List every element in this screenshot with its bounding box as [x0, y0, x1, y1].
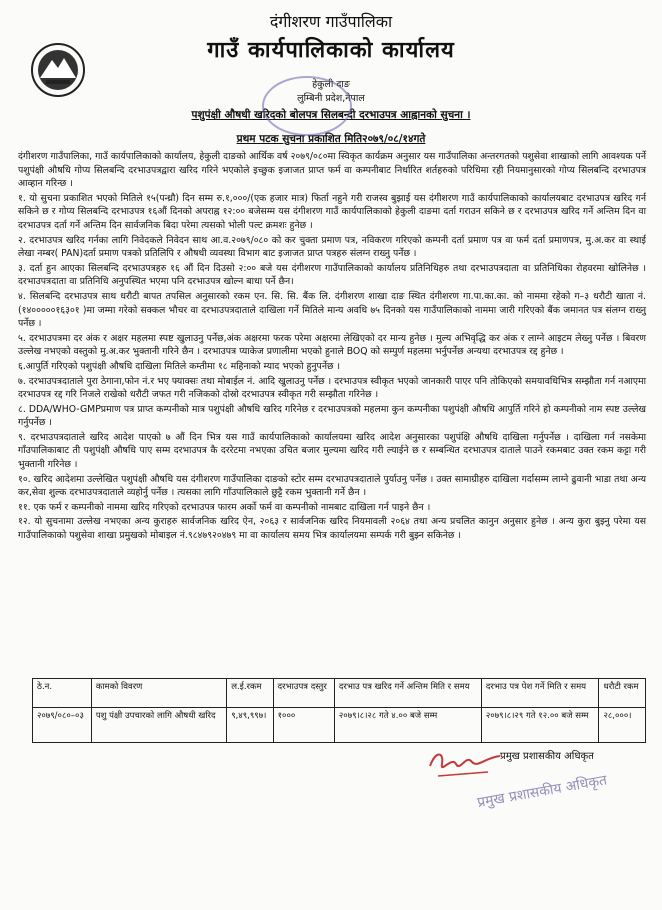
- notice-title: पशुपंक्षी औषधी खरिदको बोलपत्र सिलबन्दी दरभाउपत्र आह्वानको सुचना ।: [191, 109, 471, 121]
- paragraph: ५. दरभाउपत्रमा दर अंक र अक्षर महलमा स्पष्ट खुलाउनु पर्नेछ,अंक अक्षरमा फरक परेमा अक्षरमा लेखिएको दर मान्य हुनेछ । मुल्य अभिवृद्धि कर अंक र लाग्ने आइटम लेख्नु पर्नेछ । बिवरण उल्लेख नभएको वस्तुको मु.अ.कर भुक्तानी गरिने छैन । दरभाउपत्र प्याकेज प्रणालीमा भएको हुनाले BOQ को सम्पुर्ण महलमा भर्नुपर्नेछ अन्यथा दरभाउपत्र रद्द हुनेछ ।: [18, 332, 646, 358]
- office-stamp: [262, 76, 352, 136]
- column-header: दरभाउ पत्र खरिद गर्ने अन्तिम मिति र समय: [334, 679, 481, 708]
- paragraph: ८. DDA/WHO-GMPप्रमाण पत्र प्राप्त कम्पनीको मात्र पशुपंक्षी औषधि खरिद गरिनेछ र दरभाउपत्रको महलमा कुन कम्पनीका पशुपंक्षी औषधि आपुर्ति गरिने हो कम्पनीको नाम स्पष्ट उल्लेख गर्नुपर्नेछ ।: [18, 403, 646, 429]
- province: लुम्बिनी प्रदेश,नेपाल: [297, 93, 365, 104]
- column-header: दरभाउ पत्र पेश गर्ने मिति र समय: [481, 679, 599, 708]
- column-header: दरभाउपत्र दस्तुर: [273, 679, 334, 708]
- paragraph: दंगीशरण गाउँपालिका, गाउँ कार्यपालिकाको कार्यालय, हेकुली दाङको आर्थिक वर्ष २०७९/०८०मा स्विकृत कार्यक्रम अनुसार यस गाउँपालिका अन्तरगतको पशुसेवा शाखाको लागि आवश्यक पर्ने पशुपंक्षी औषधि गोप्य सिलबन्दि दरभाउपत्रद्वारा खरिद गरिने भएकोले इच्छुक इजाजत प्राप्त फर्म वा कम्पनीबाट निर्धारित शर्तहरुको परिधिमा रही नियमानुसारको गोप्य सिलबन्दि दरभाउपत्र आव्हान गरिन्छ ।: [18, 151, 646, 190]
- table-cell: ९,४९,९९७।: [227, 708, 273, 743]
- office-title: गाउँ कार्यपालिकाको कार्यालय: [207, 38, 455, 63]
- table-cell: पशु पंक्षी उपचारको लागि औषधी खरिद: [91, 708, 226, 743]
- table-cell: २८,०००।: [599, 708, 646, 743]
- column-header: ल.ई.रकम: [227, 679, 273, 708]
- table-cell: १०००: [273, 708, 334, 743]
- office-location: हेकुली दाङ: [312, 79, 350, 90]
- table-cell: २०७९/०८०–०३: [33, 708, 92, 743]
- paragraph: ७. दरभाउपत्रदाताले पुरा ठेगाना,फोन नं.र भए फ्याक्सः तथा मोबाईल नं. आदि खुलाउनु पर्नेछ । दरभाउपत्र स्वीकृत भएको जानकारी पाएर पनि तोकिएको समयावधिभित्र सम्झौता गर्न नआएमा दरभाउपत्र रद्द गरि निजले राखेको धरौटी जफत गरी नजिकको दोस्रो दरभाउपत्र स्वीकृत गरी सम्झौता गरिनेछ ।: [18, 375, 646, 401]
- paragraph: १. यो सुचना प्रकाशित भएको मितिले १५(पन्ध्रौ) दिन सम्म रु.१,०००/(एक हजार मात्र) फिर्ता नहुने गरी राजस्व बुझाई यस दंगीशरण गाउँ कार्यपालिकाको कार्यालयबाट दरभाउपत्र खरिद गर्न सकिने छ र गोप्य सिलबन्दि दरभाउपत्र १६औं दिनको अपराह्न १२:०० बजेसम्म यस दंगीशरण गाउँ कार्यपालिकाको हेकुली दाङमा दर्ता गराउन सकिने छ र दरभाउपत्र खरिद गर्ने अन्तिम दिन वा दरभाउपत्र दर्ता गर्ने अन्तिम दिन सार्वजनिक बिदा परेमा त्यसको भोली पल्ट क्रमशः हुनेछ ।: [18, 192, 646, 231]
- paragraph: २. दरभाउपत्र खरिद गर्नका लागि निवेदकले निवेदन साथ आ.व.२०७९/०८० को कर चुक्ता प्रमाण पत्र, नविकरण गरिएको कम्पनी दर्ता प्रमाण पत्र वा फर्म दर्ता प्रमाणपत्र, मु.अ.कर वा स्थाई लेखा नम्बर( PAN)दर्ता प्रमाण पत्रको प्रतिलिपि र औषधी व्यवस्था विभाग बाट इजाजत प्राप्त पत्रहरु संलग्न राख्नु पर्नेछ ।: [18, 234, 646, 260]
- paragraph: ६.आपुर्ति गरिएको पशुपंक्षी औषधि दाखिला मितिले कम्तीमा १८ महिनाको म्याद भएको हुनुपर्नेछ ।: [18, 360, 340, 372]
- paragraph: ९. दरभाउपत्रदाताले खरिद आदेश पाएको ७ औं दिन भित्र यस गाउँ कार्यपालिकाको कार्यालयमा खरिद आदेश अनुसारका पशुपंक्षि औषधि दाखिला गर्नुपर्नेछ । दाखिला गर्न नसकेमा गाँउपालिकाबाट ती पशुपंक्षी औषधि पाए सम्म दरभाउपत्र कै दररेटमा नभएका उचित बजार मुल्यमा खरिद गरी ल्याईने छ र सम्बन्धित दरभाउपत्र दाताले पाउने रकमबाट उक्त रकम कट्टा गरी भुक्तानी गरिनेछ ।: [18, 431, 646, 471]
- publication-date: प्रथम पटक सुचना प्रकाशित मिति२०७९/०८/१४गते: [236, 133, 426, 145]
- municipality-name: दंगीशरण गाउँपालिका: [269, 12, 393, 31]
- paragraph: १२. यो सुचनामा उल्लेख नभएका अन्य कुराहरु सार्वजनिक खरिद ऐन, २०६३ र सार्वजनिक खरिद नियमावली २०६४ तथा अन्य प्रचलित कानुन अनुसार हुनेछ । अन्य कुरा बुझ्नु परेमा यस गाउँपालिकाको पशुसेवा शाखा प्रमुखको मोबाइल नं.९८४७९२०४७९ मा वा कार्यालय समय भित्र कार्यालयमा सम्पर्क गरी बुझ्न सकिनेछ ।: [18, 516, 646, 542]
- signatory-title: प्रमुख प्रशासकीय अधिकृत: [500, 751, 594, 762]
- paragraph: ३. दर्ता हुन आएका सिलबन्दि दरभाउपत्रहरु १६ औं दिन दिउसो २:०० बजे यस दंगीशरण गाउँपालिकाको कार्यालय प्रतिनिधिहरु तथा दरभाउपत्रदाता वा प्रतिनिधिका रोहवरमा खोलिनेछ । दरभाउपत्रदाता वा प्रतिनिधि अनुपस्थित भएमा पनि दरभाउपत्र खोल्न बाधा पर्ने छैन।: [18, 262, 646, 288]
- tender-table: [32, 678, 646, 743]
- table-row: [33, 708, 646, 743]
- notice-body: [18, 150, 646, 544]
- column-header: धरौटी रकम: [599, 679, 646, 708]
- column-header: कामको विवरण: [91, 679, 226, 708]
- handwritten-signature: [426, 744, 506, 784]
- table-header-row: [33, 679, 646, 708]
- table-cell: २०७९।८।२८ गते ४.०० बजे सम्म: [334, 708, 481, 743]
- table-cell: २०७९।८।२९ गते १२.०० बजे सम्म: [481, 708, 599, 743]
- paragraph: ११. एक फर्म र कम्पनीको नाममा खरिद गरिएको दरभाउपत्र फारम अर्को फर्म वा कम्पनीको नामबाट दाखिला गर्न पाइने छैन ।: [18, 501, 431, 513]
- officer-seal: प्रमुख प्रशासकीय अधिकृत: [476, 772, 609, 812]
- paragraph: ४. सिलबन्दि दरभाउपत्र साथ धरौटी बापत तपसिल अनुसारको रकम एन. सि. सि. बैंक लि. दंगीशरण शाखा दाङ स्थित दंगीशरण गा.पा.का.का. को नाममा रहेको ग–३ धरौटी खाता नं.(१४०००००१६३०१ )मा जम्मा गरेको सक्कल भौचर वा दरभाउपत्रदाताले दाखिला गर्ने मितिले मान्य अवधि ७५ दिनको यस गाउँपालिकाको नाममा जारी गरिएको बैंक जमानत पत्र संलग्न राख्नु पर्नेछ ।: [18, 290, 646, 330]
- column-header: ठे.न.: [33, 679, 92, 708]
- paragraph: १०. खरिद आदेशमा उल्लेखित पशुपंक्षी औषधि यस दंगीशरण गाउँपालिका दाङको स्टोर सम्म दरभाउपत्रदाताले पुर्याउनु पर्नेछ । उक्त सामाग्रीहरु दाखिला गर्दासम्म लाग्ने ढुवानी भाडा तथा अन्य कर,सेवा शुल्क दरभाउपत्रदाताले व्यहोर्नु पर्नेछ । त्यसका लागि गाँउपालिकाले छुट्टै रकम भुक्तानी गर्ने छैन ।: [18, 473, 646, 499]
